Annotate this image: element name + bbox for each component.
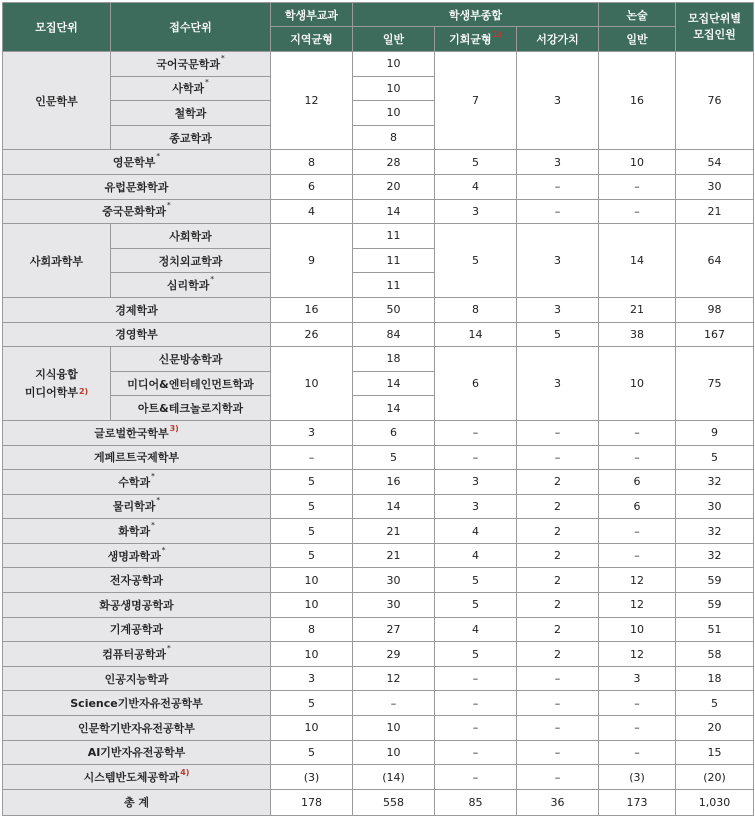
essay-value: 16 <box>599 52 676 150</box>
unit-name-label: AI기반자유전공학부 <box>87 746 186 760</box>
regional-balance-value: 10 <box>271 716 353 741</box>
essay-value: 21 <box>599 297 676 322</box>
unit-name-cell <box>3 666 271 691</box>
unit-name-label: 전자공학과 <box>109 574 164 588</box>
opportunity-balance-value: 7 <box>435 52 517 150</box>
essay-value: – <box>599 740 676 765</box>
opportunity-balance-value: 6 <box>435 347 517 421</box>
regional-balance-value: 5 <box>271 740 353 765</box>
general-value: 14 <box>353 494 435 519</box>
sogang-value-value: 2 <box>517 568 599 593</box>
footnote-marker: 4) <box>180 768 190 778</box>
essay-value: 10 <box>599 347 676 421</box>
unit-name-label: 사학과 <box>172 82 205 96</box>
group-unit-cell <box>3 347 111 421</box>
opportunity-balance-value: 5 <box>435 224 517 298</box>
asterisk-marker: * <box>151 471 155 480</box>
general-value: 16 <box>353 470 435 495</box>
unit-total-value: 64 <box>676 224 754 298</box>
unit-total-value: (20) <box>676 765 754 790</box>
unit-name-cell <box>3 543 271 568</box>
unit-name-label: 국어국문학과 <box>156 57 221 71</box>
unit-name-label: 심리학과 <box>166 279 210 293</box>
department-cell <box>111 396 271 421</box>
department-cell <box>111 52 271 77</box>
table-row <box>3 174 754 199</box>
sogang-value-value: 3 <box>517 297 599 322</box>
general-value: 21 <box>353 543 435 568</box>
general-value: 14 <box>353 396 435 421</box>
opportunity-balance-value: – <box>435 445 517 470</box>
total-label: 총 계 <box>3 789 271 815</box>
unit-name-label: 수학과 <box>118 475 151 489</box>
unit-total-value: 15 <box>676 740 754 765</box>
unit-name-cell <box>3 691 271 716</box>
sogang-value-value: – <box>517 691 599 716</box>
essay-value: 10 <box>599 617 676 642</box>
unit-total-value: 51 <box>676 617 754 642</box>
regional-balance-value: 12 <box>271 52 353 150</box>
regional-balance-value: 10 <box>271 593 353 618</box>
unit-name-label: 게페르트국제학부 <box>93 451 179 465</box>
unit-name-cell <box>3 765 271 790</box>
general-value: 12 <box>353 666 435 691</box>
general-value: 8 <box>353 125 435 150</box>
group-unit-label: 인문학부 <box>35 94 78 108</box>
department-cell <box>111 76 271 101</box>
opportunity-balance-value: 4 <box>435 174 517 199</box>
opportunity-balance-value: – <box>435 691 517 716</box>
total-sogang-value: 36 <box>517 789 599 815</box>
unit-total-value: 59 <box>676 568 754 593</box>
table-row <box>3 765 754 790</box>
table-row <box>3 150 754 175</box>
sogang-value-value: 3 <box>517 224 599 298</box>
unit-name-label: 미디어&엔터테인먼트학과 <box>127 377 254 391</box>
regional-balance-value: 10 <box>271 642 353 667</box>
table-row <box>3 224 754 249</box>
unit-name-cell <box>3 593 271 618</box>
regional-balance-value: 8 <box>271 617 353 642</box>
asterisk-marker: * <box>205 78 209 87</box>
regional-balance-value: 3 <box>271 420 353 445</box>
unit-total-value: 18 <box>676 666 754 691</box>
unit-name-label: 철학과 <box>174 106 207 120</box>
sogang-value-value: 3 <box>517 150 599 175</box>
unit-name-cell <box>3 494 271 519</box>
unit-name-label: 유럽문화학과 <box>104 180 169 194</box>
unit-name-cell <box>3 642 271 667</box>
unit-name-label: 정치외교학과 <box>158 254 223 268</box>
general-value: 10 <box>353 101 435 126</box>
footnote-marker: 2) <box>78 386 89 396</box>
essay-value: 6 <box>599 470 676 495</box>
unit-name-label: 경제학과 <box>115 303 158 317</box>
unit-total-value: 59 <box>676 593 754 618</box>
unit-name-label: 시스템반도체공학과 <box>83 771 180 785</box>
footnote-marker: 1) <box>492 30 502 39</box>
sogang-value-value: – <box>517 445 599 470</box>
unit-total-value: 32 <box>676 470 754 495</box>
unit-total-value: 30 <box>676 494 754 519</box>
regional-balance-value: 6 <box>271 174 353 199</box>
group-unit-label: 사회과학부 <box>29 254 84 268</box>
sogang-value-value: 2 <box>517 470 599 495</box>
sogang-value-value: 2 <box>517 617 599 642</box>
unit-name-cell <box>3 470 271 495</box>
table-row <box>3 740 754 765</box>
unit-total-value: 32 <box>676 519 754 544</box>
department-cell <box>111 224 271 249</box>
opportunity-balance-value: 8 <box>435 297 517 322</box>
general-value: 14 <box>353 371 435 396</box>
essay-value: 38 <box>599 322 676 347</box>
regional-balance-value: 5 <box>271 519 353 544</box>
sogang-value-value: – <box>517 174 599 199</box>
department-cell <box>111 125 271 150</box>
unit-name-cell <box>3 322 271 347</box>
table-row <box>3 519 754 544</box>
general-value: 50 <box>353 297 435 322</box>
opportunity-balance-value: 14 <box>435 322 517 347</box>
general-value: 5 <box>353 445 435 470</box>
group-unit-line1: 지식융합 <box>35 367 78 381</box>
group-unit-line2: 미디어학부 <box>24 385 78 399</box>
header-apply-unit: 접수단위 <box>111 3 271 52</box>
sogang-value-value: – <box>517 716 599 741</box>
sogang-value-value: 2 <box>517 642 599 667</box>
regional-balance-value: 10 <box>271 568 353 593</box>
general-value: 30 <box>353 568 435 593</box>
essay-value: – <box>599 543 676 568</box>
sogang-value-value: 2 <box>517 494 599 519</box>
opportunity-balance-value: – <box>435 740 517 765</box>
table-row <box>3 470 754 495</box>
regional-balance-value: 8 <box>271 150 353 175</box>
general-value: 18 <box>353 347 435 372</box>
regional-balance-value: 5 <box>271 691 353 716</box>
general-value: (14) <box>353 765 435 790</box>
department-cell <box>111 101 271 126</box>
unit-name-label: 영문학부 <box>112 156 156 170</box>
unit-name-cell <box>3 150 271 175</box>
unit-total-value: 76 <box>676 52 754 150</box>
header-opportunity-label: 기회균형 <box>449 33 492 46</box>
sogang-value-value: 2 <box>517 519 599 544</box>
unit-name-label: 생명과학과 <box>107 549 161 563</box>
asterisk-marker: * <box>156 152 161 161</box>
group-unit-cell <box>3 52 111 150</box>
essay-value: 3 <box>599 666 676 691</box>
header-recruit-unit: 모집단위 <box>3 3 111 52</box>
unit-total-value: 167 <box>676 322 754 347</box>
general-value: 10 <box>353 76 435 101</box>
general-value: 10 <box>353 52 435 77</box>
header-essay: 논술 <box>599 3 676 27</box>
unit-name-label: 인문학기반자유전공학부 <box>78 721 195 735</box>
essay-value: – <box>599 519 676 544</box>
essay-value: 12 <box>599 642 676 667</box>
unit-name-cell <box>3 420 271 445</box>
total-general: 558 <box>353 789 435 815</box>
unit-name-label: 사회학과 <box>169 229 212 243</box>
department-cell <box>111 371 271 396</box>
table-row <box>3 691 754 716</box>
header-total-by-unit: 모집단위별 모집인원 <box>676 3 754 52</box>
general-value: 20 <box>353 174 435 199</box>
sogang-value-value: 3 <box>517 52 599 150</box>
opportunity-balance-value: – <box>435 666 517 691</box>
regional-balance-value: 26 <box>271 322 353 347</box>
unit-name-cell <box>3 716 271 741</box>
total-row <box>3 789 754 815</box>
header-general: 일반 <box>353 27 435 52</box>
general-value: 14 <box>353 199 435 224</box>
unit-name-label: 컴퓨터공학과 <box>102 648 167 662</box>
opportunity-balance-value: – <box>435 765 517 790</box>
unit-total-value: 9 <box>676 420 754 445</box>
general-value: 30 <box>353 593 435 618</box>
general-value: 10 <box>353 740 435 765</box>
department-cell <box>111 273 271 298</box>
unit-name-cell <box>3 617 271 642</box>
essay-value: 10 <box>599 150 676 175</box>
essay-value: 14 <box>599 224 676 298</box>
general-value: 28 <box>353 150 435 175</box>
sogang-value-value: 3 <box>517 347 599 421</box>
unit-name-label: 종교학과 <box>169 131 212 145</box>
unit-total-value: 54 <box>676 150 754 175</box>
sogang-value-value: – <box>517 765 599 790</box>
essay-value: – <box>599 691 676 716</box>
sogang-value-value: – <box>517 740 599 765</box>
total-opportunity-balance: 85 <box>435 789 517 815</box>
unit-name-cell <box>3 297 271 322</box>
unit-name-label: 경영학부 <box>115 328 158 342</box>
regional-balance-value: 5 <box>271 494 353 519</box>
table-row <box>3 494 754 519</box>
table-row <box>3 445 754 470</box>
admission-quota-table <box>2 2 754 816</box>
general-value: 29 <box>353 642 435 667</box>
unit-name-label: 기계공학과 <box>109 623 164 637</box>
total-essay: 173 <box>599 789 676 815</box>
asterisk-marker: * <box>167 644 171 653</box>
general-value: – <box>353 691 435 716</box>
unit-total-value: 30 <box>676 174 754 199</box>
unit-name-label: 인공지능학과 <box>104 672 169 686</box>
department-cell <box>111 248 271 273</box>
unit-total-value: 5 <box>676 691 754 716</box>
sogang-value-value: 5 <box>517 322 599 347</box>
general-value: 21 <box>353 519 435 544</box>
grand-total: 1,030 <box>676 789 754 815</box>
essay-value: 6 <box>599 494 676 519</box>
sogang-value-value: – <box>517 420 599 445</box>
general-value: 6 <box>353 420 435 445</box>
opportunity-balance-value: 3 <box>435 199 517 224</box>
essay-value: 12 <box>599 568 676 593</box>
regional-balance-value: 4 <box>271 199 353 224</box>
unit-total-value: 32 <box>676 543 754 568</box>
regional-balance-value: – <box>271 445 353 470</box>
asterisk-marker: * <box>151 521 155 530</box>
table-row <box>3 347 754 372</box>
general-value: 11 <box>353 224 435 249</box>
sogang-value-value: – <box>517 666 599 691</box>
table-row <box>3 642 754 667</box>
table-row <box>3 322 754 347</box>
table-row <box>3 617 754 642</box>
unit-total-value: 98 <box>676 297 754 322</box>
header-essay-general: 일반 <box>599 27 676 52</box>
table-row <box>3 199 754 224</box>
asterisk-marker: * <box>161 545 166 554</box>
unit-total-value: 75 <box>676 347 754 421</box>
opportunity-balance-value: 3 <box>435 494 517 519</box>
unit-name-cell <box>3 445 271 470</box>
essay-value: (3) <box>599 765 676 790</box>
unit-total-value: 20 <box>676 716 754 741</box>
essay-value: – <box>599 420 676 445</box>
table-row <box>3 568 754 593</box>
opportunity-balance-value: 4 <box>435 617 517 642</box>
asterisk-marker: * <box>167 201 171 210</box>
header-sogang-value: 서강가치 <box>517 27 599 52</box>
essay-value: – <box>599 174 676 199</box>
table-body <box>3 52 754 816</box>
table-row <box>3 297 754 322</box>
asterisk-marker: * <box>221 53 225 62</box>
table-row <box>3 666 754 691</box>
regional-balance-value: 5 <box>271 470 353 495</box>
unit-name-label: 중국문화학과 <box>102 205 167 219</box>
unit-name-label: 화공생명공학과 <box>99 598 174 612</box>
header-student-record-comprehensive: 학생부종합 <box>353 3 599 27</box>
general-value: 11 <box>353 273 435 298</box>
footnote-marker: 3) <box>169 423 179 433</box>
asterisk-marker: * <box>156 496 161 505</box>
essay-value: – <box>599 445 676 470</box>
unit-total-value: 5 <box>676 445 754 470</box>
unit-name-label: 글로벌한국학부 <box>94 426 169 440</box>
unit-name-cell <box>3 519 271 544</box>
asterisk-marker: * <box>210 275 215 284</box>
unit-name-cell <box>3 568 271 593</box>
sogang-value-value: 2 <box>517 593 599 618</box>
table-row <box>3 543 754 568</box>
sogang-value-value: 2 <box>517 543 599 568</box>
table-row <box>3 420 754 445</box>
table-row <box>3 716 754 741</box>
header-student-record-subject: 학생부교과 <box>271 3 353 27</box>
general-value: 11 <box>353 248 435 273</box>
regional-balance-value: (3) <box>271 765 353 790</box>
general-value: 84 <box>353 322 435 347</box>
unit-name-cell <box>3 199 271 224</box>
regional-balance-value: 10 <box>271 347 353 421</box>
unit-name-label: Science기반자유전공학부 <box>70 697 203 711</box>
general-value: 27 <box>353 617 435 642</box>
header-regional-balance: 지역균형 <box>271 27 353 52</box>
opportunity-balance-value: – <box>435 420 517 445</box>
total-regional-balance: 178 <box>271 789 353 815</box>
table-row <box>3 52 754 77</box>
opportunity-balance-value: 5 <box>435 642 517 667</box>
regional-balance-value: 5 <box>271 543 353 568</box>
table-row <box>3 593 754 618</box>
regional-balance-value: 3 <box>271 666 353 691</box>
unit-name-cell <box>3 174 271 199</box>
sogang-value-value: – <box>517 199 599 224</box>
unit-name-cell <box>3 740 271 765</box>
regional-balance-value: 9 <box>271 224 353 298</box>
department-cell <box>111 347 271 372</box>
header-opportunity-balance <box>435 27 517 52</box>
opportunity-balance-value: – <box>435 716 517 741</box>
unit-name-label: 화학과 <box>118 525 151 539</box>
opportunity-balance-value: 4 <box>435 543 517 568</box>
opportunity-balance-value: 5 <box>435 568 517 593</box>
opportunity-balance-value: 3 <box>435 470 517 495</box>
essay-value: – <box>599 199 676 224</box>
unit-name-label: 신문방송학과 <box>158 352 223 366</box>
essay-value: 12 <box>599 593 676 618</box>
opportunity-balance-value: 4 <box>435 519 517 544</box>
regional-balance-value: 16 <box>271 297 353 322</box>
opportunity-balance-value: 5 <box>435 593 517 618</box>
unit-total-value: 58 <box>676 642 754 667</box>
opportunity-balance-value: 5 <box>435 150 517 175</box>
unit-total-value: 21 <box>676 199 754 224</box>
essay-value: – <box>599 716 676 741</box>
group-unit-cell <box>3 224 111 298</box>
unit-name-label: 물리학과 <box>112 500 156 514</box>
unit-name-label: 아트&테크놀로지학과 <box>137 402 244 416</box>
general-value: 10 <box>353 716 435 741</box>
